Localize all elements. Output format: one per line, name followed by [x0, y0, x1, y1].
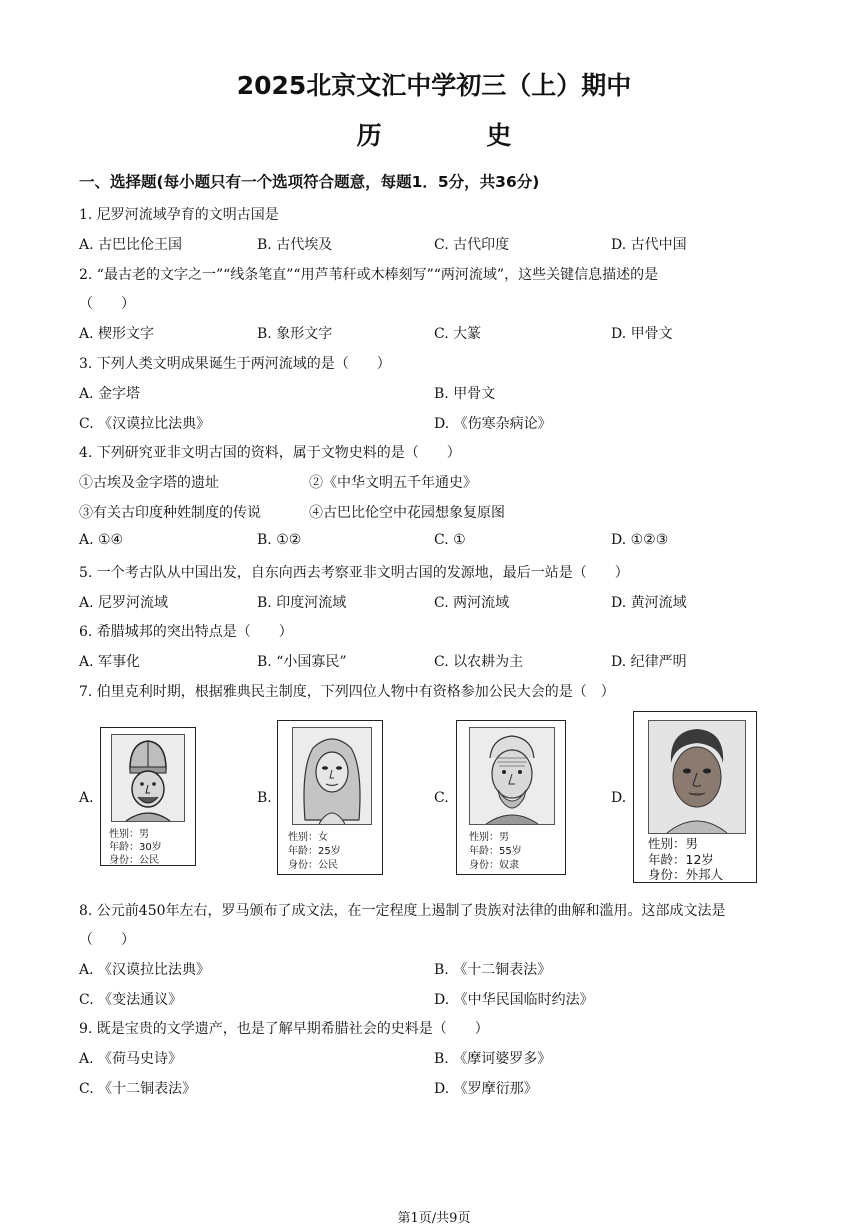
- portrait-card-a: [100, 727, 196, 866]
- portrait-age: 年龄：25岁: [288, 846, 341, 857]
- option-c: C. 古代印度: [434, 237, 510, 253]
- option-a: A. 楔形文字: [79, 326, 155, 342]
- portrait-letter: B.: [257, 790, 272, 806]
- option-c: C. 《汉谟拉比法典》: [79, 416, 211, 432]
- option-c: C. 两河流域: [434, 595, 510, 611]
- option-b: B. 甲骨文: [434, 386, 496, 402]
- material-item: ③有关古印度种姓制度的传说: [79, 505, 261, 521]
- option-c: C. 《十二铜表法》: [79, 1081, 197, 1097]
- option-c: C. ①: [434, 532, 466, 548]
- question-stem: 9. 既是宝贵的文学遗产，也是了解早期希腊社会的史料是（ ）: [79, 1021, 489, 1037]
- option-d: D. 古代中国: [611, 237, 687, 253]
- question-stem: 7. 伯里克利时期，根据雅典民主制度，下列四位人物中有资格参加公民大会的是（ ）: [79, 684, 615, 700]
- question-stem: 5. 一个考古队从中国出发，自东向西去考察亚非文明古国的发源地，最后一站是（ ）: [79, 565, 629, 581]
- portrait-age: 年龄：55岁: [469, 846, 522, 857]
- boy-portrait-image: [648, 720, 746, 834]
- portrait-letter: C.: [434, 790, 449, 806]
- option-a: A. 古巴比伦王国: [79, 237, 183, 253]
- old-man-portrait-image: [469, 727, 555, 825]
- warrior-portrait-image: [111, 734, 185, 822]
- portrait-letter: A.: [79, 790, 94, 806]
- portrait-card-b: [277, 720, 383, 875]
- answer-bracket: （ ）: [79, 296, 135, 312]
- option-d: D. 《中华民国临时约法》: [434, 992, 594, 1008]
- option-c: C. 《变法通议》: [79, 992, 183, 1008]
- question-stem: 6. 希腊城邦的突出特点是（ ）: [79, 624, 293, 640]
- question-stem: 3. 下列人类文明成果诞生于两河流域的是（ ）: [79, 356, 391, 372]
- option-a: A. 《荷马史诗》: [79, 1051, 183, 1067]
- material-item: ②《中华文明五千年通史》: [309, 475, 477, 491]
- option-a: A. 军事化: [79, 654, 141, 670]
- portrait-identity: 身份：外邦人: [648, 867, 724, 882]
- option-b: B. 象形文字: [257, 326, 333, 342]
- question-stem: 4. 下列研究亚非文明古国的资料，属于文物史料的是（ ）: [79, 445, 461, 461]
- portrait-letter: D.: [611, 790, 627, 806]
- option-a: A. 《汉谟拉比法典》: [79, 962, 211, 978]
- portrait-gender: 性别：女: [288, 832, 328, 843]
- option-d: D. 纪律严明: [611, 654, 687, 670]
- question-stem: 2. “最古老的文字之一”“线条笔直”“用芦苇秆或木棒刻写”“两河流域”，这些关键信息描述的是: [79, 267, 659, 283]
- option-b: B. ①②: [257, 532, 302, 548]
- question-stem: 8. 公元前450年左右，罗马颁布了成文法，在一定程度上遏制了贵族对法律的曲解和滥用。这部成文法是: [79, 903, 726, 919]
- option-d: D. 《伤寒杂病论》: [434, 416, 552, 432]
- option-d: D. 《罗摩衍那》: [434, 1081, 538, 1097]
- option-d: D. 黄河流域: [611, 595, 687, 611]
- portrait-age: 年龄：12岁: [648, 852, 714, 867]
- material-item: ④古巴比伦空中花园想象复原图: [309, 505, 505, 521]
- option-a: A. 尼罗河流域: [79, 595, 169, 611]
- portrait-identity: 身份：奴隶: [469, 860, 519, 871]
- option-b: B. 印度河流域: [257, 595, 347, 611]
- portrait-card-c: [456, 720, 566, 875]
- portrait-identity: 身份：公民: [288, 860, 338, 871]
- question-stem: 1. 尼罗河流域孕育的文明古国是: [79, 207, 279, 223]
- answer-bracket: （ ）: [79, 932, 135, 948]
- option-c: C. 大篆: [434, 326, 482, 342]
- portrait-age: 年龄：30岁: [109, 842, 162, 853]
- option-b: B. “小国寡民”: [257, 654, 347, 670]
- portrait-gender: 性别：男: [648, 836, 699, 851]
- material-item: ①古埃及金字塔的遗址: [79, 475, 219, 491]
- option-a: A. 金字塔: [79, 386, 141, 402]
- subject-title: 历 史: [356, 121, 560, 150]
- option-a: A. ①④: [79, 532, 124, 548]
- document-title: 2025北京文汇中学初三（上）期中: [236, 71, 632, 100]
- section-heading: 一、选择题(每小题只有一个选项符合题意，每题1．5分，共36分): [79, 173, 540, 191]
- option-d: D. ①②③: [611, 532, 669, 548]
- option-c: C. 以农耕为主: [434, 654, 524, 670]
- portrait-gender: 性别：男: [469, 832, 509, 843]
- portrait-gender: 性别：男: [109, 829, 149, 840]
- option-b: B. 《摩诃婆罗多》: [434, 1051, 552, 1067]
- portrait-card-d: [633, 711, 757, 883]
- portrait-identity: 身份：公民: [109, 855, 159, 866]
- woman-portrait-image: [292, 727, 372, 825]
- option-d: D. 甲骨文: [611, 326, 673, 342]
- option-b: B. 《十二铜表法》: [434, 962, 552, 978]
- page-number: 第1页/共9页: [397, 1211, 471, 1226]
- option-b: B. 古代埃及: [257, 237, 333, 253]
